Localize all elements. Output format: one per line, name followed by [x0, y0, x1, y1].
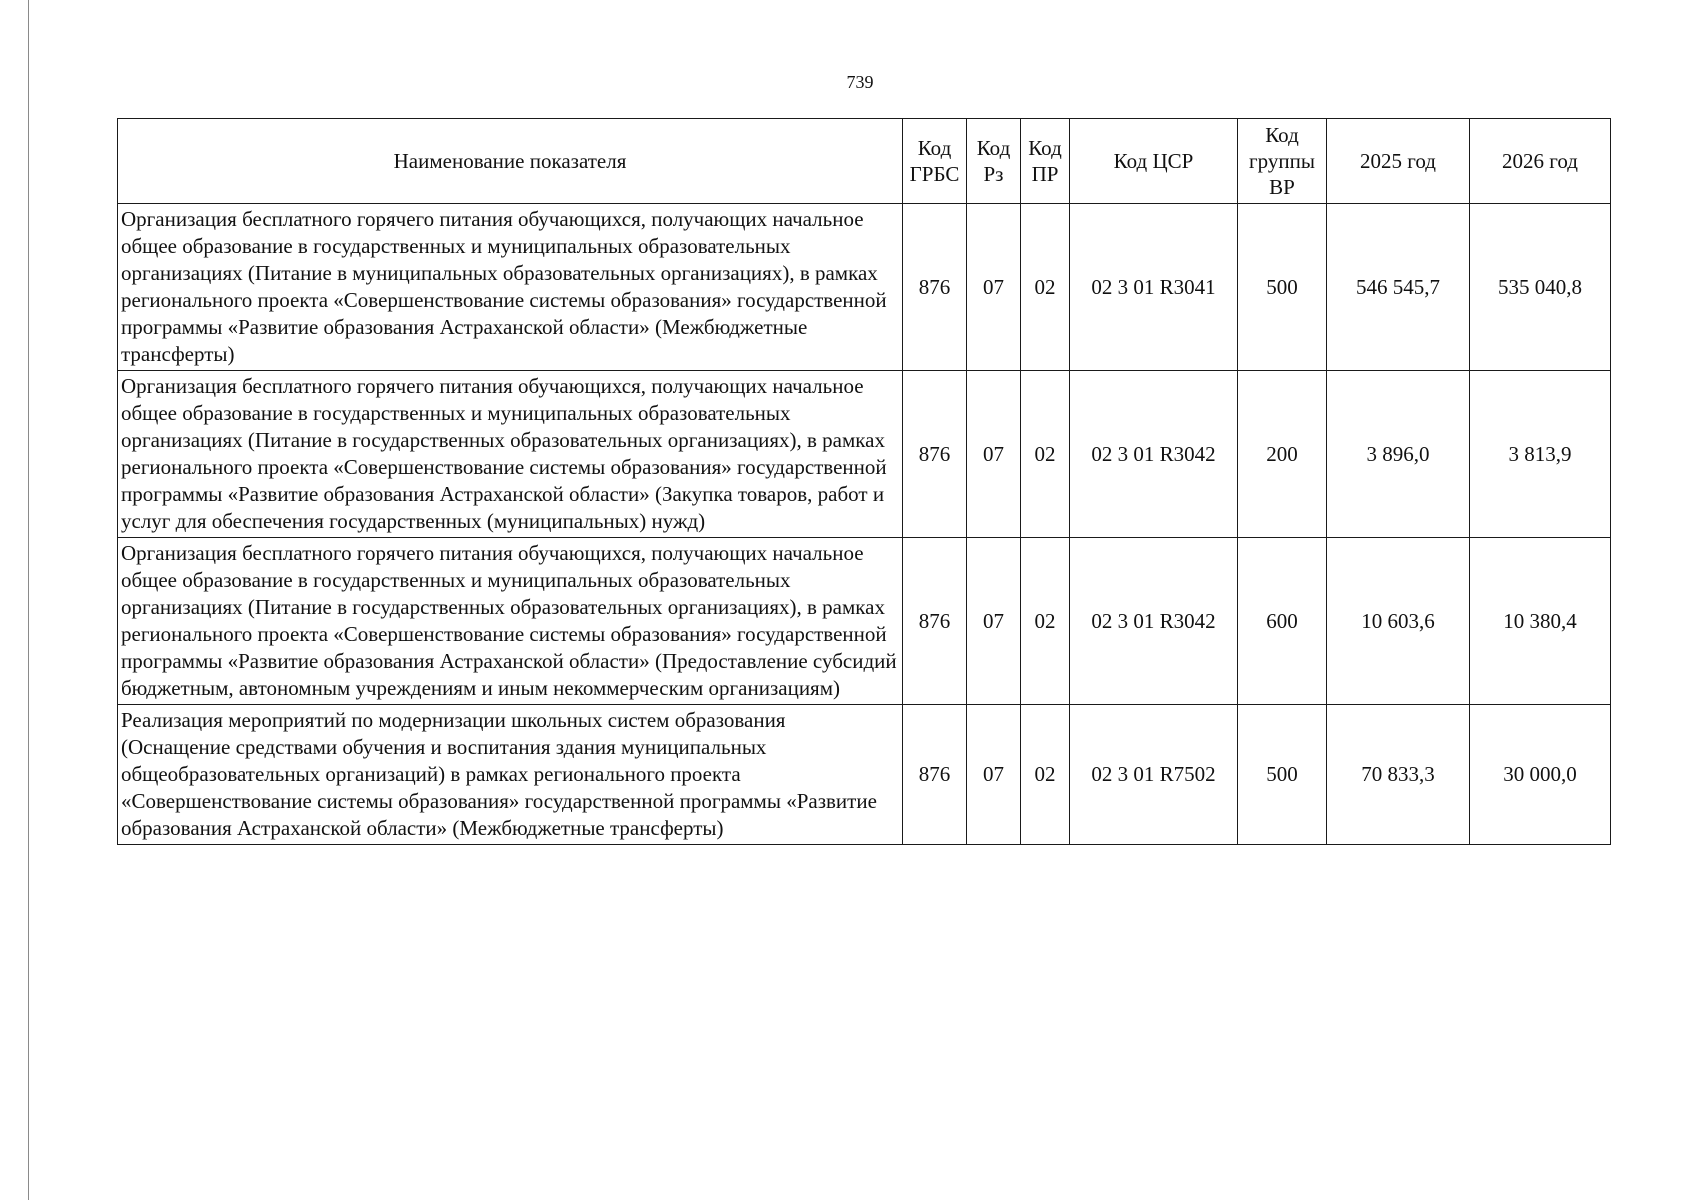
row-2026: 3 813,9 [1470, 371, 1611, 538]
table-row [118, 538, 1611, 705]
row-pr: 02 [1021, 371, 1070, 538]
budget-table [117, 118, 1611, 845]
header-csr: Код ЦСР [1070, 119, 1238, 204]
row-pr: 02 [1021, 204, 1070, 371]
row-pr: 02 [1021, 705, 1070, 845]
table-row [118, 204, 1611, 371]
row-grbs: 876 [903, 538, 967, 705]
row-grbs: 876 [903, 204, 967, 371]
table-header-row [118, 119, 1611, 204]
row-vr: 500 [1238, 204, 1327, 371]
row-rz: 07 [967, 371, 1021, 538]
row-2025: 546 545,7 [1327, 204, 1470, 371]
table-row [118, 371, 1611, 538]
table-row [118, 705, 1611, 845]
row-grbs: 876 [903, 705, 967, 845]
row-rz: 07 [967, 705, 1021, 845]
row-2025: 3 896,0 [1327, 371, 1470, 538]
row-name: Организация бесплатного горячего питания обучающихся, получающих начальное общее образование в государственных и муниципальных образовательных организациях (Питание в муниципальных образовательных организациях), в рамках регионального проекта «Совершенствование системы образования» государственной программы «Развитие образования Астраханской области» (Межбюджетные трансферты) [118, 204, 903, 371]
row-2025: 10 603,6 [1327, 538, 1470, 705]
header-name: Наименование показателя [118, 119, 903, 204]
row-csr: 02 3 01 R7502 [1070, 705, 1238, 845]
scan-edge-line [28, 0, 29, 1200]
header-rz: Код Рз [967, 119, 1021, 204]
row-rz: 07 [967, 538, 1021, 705]
row-name: Организация бесплатного горячего питания обучающихся, получающих начальное общее образование в государственных и муниципальных образовательных организациях (Питание в государственных образовательных организациях), в рамках регионального проекта «Совершенствование системы образования» государственной программы «Развитие образования Астраханской области» (Закупка товаров, работ и услуг для обеспечения государственных (муниципальных) нужд) [118, 371, 903, 538]
row-vr: 200 [1238, 371, 1327, 538]
row-csr: 02 3 01 R3042 [1070, 371, 1238, 538]
row-rz: 07 [967, 204, 1021, 371]
header-grbs: Код ГРБС [903, 119, 967, 204]
row-2025: 70 833,3 [1327, 705, 1470, 845]
header-2026: 2026 год [1470, 119, 1611, 204]
row-2026: 535 040,8 [1470, 204, 1611, 371]
row-grbs: 876 [903, 371, 967, 538]
row-csr: 02 3 01 R3042 [1070, 538, 1238, 705]
row-vr: 600 [1238, 538, 1327, 705]
header-2025: 2025 год [1327, 119, 1470, 204]
row-csr: 02 3 01 R3041 [1070, 204, 1238, 371]
header-pr: Код ПР [1021, 119, 1070, 204]
row-2026: 30 000,0 [1470, 705, 1611, 845]
row-vr: 500 [1238, 705, 1327, 845]
row-name: Организация бесплатного горячего питания обучающихся, получающих начальное общее образование в государственных и муниципальных образовательных организациях (Питание в государственных образовательных организациях), в рамках регионального проекта «Совершенствование системы образования» государственной программы «Развитие образования Астраханской области» (Предоставление субсидий бюджетным, автономным учреждениям и иным некоммерческим организациям) [118, 538, 903, 705]
row-2026: 10 380,4 [1470, 538, 1611, 705]
header-vr: Код группы ВР [1238, 119, 1327, 204]
page-number: 739 [846, 72, 874, 92]
row-pr: 02 [1021, 538, 1070, 705]
row-name: Реализация мероприятий по модернизации школьных систем образования (Оснащение средствами обучения и воспитания здания муниципальных общеобразовательных организаций) в рамках регионального проекта «Совершенствование системы образования» государственной программы «Развитие образования Астраханской области» (Межбюджетные трансферты) [118, 705, 903, 845]
